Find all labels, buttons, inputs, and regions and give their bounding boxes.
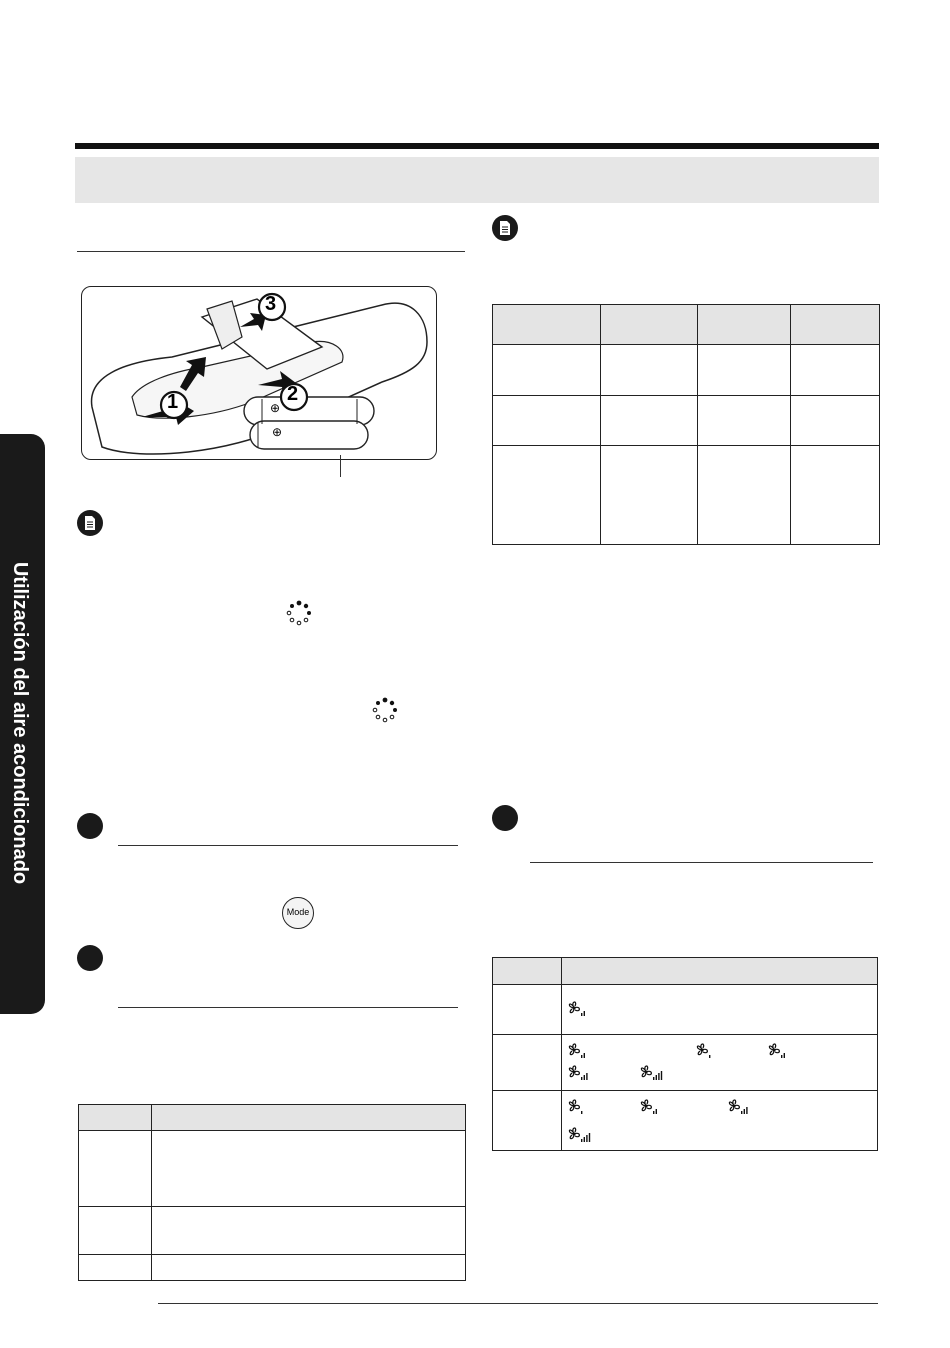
section-bullet [77,945,103,971]
table-header-cell [562,958,878,985]
table-header-cell [601,305,698,345]
step-1-label: 1 [167,391,179,413]
fan-speed-icon [566,1063,592,1083]
table-header-cell [493,305,601,345]
fan-speed-icon [694,1041,720,1061]
section-bullet [492,805,518,831]
loading-dots-icon [286,600,312,626]
remote-control-drawing [82,287,436,459]
subsection-rule [118,1007,458,1008]
table-row [493,446,880,545]
table-row [493,345,880,396]
fan-speed-icon [638,1097,664,1117]
table-row [493,1091,878,1151]
right-top-table [492,304,880,545]
fan-speed-icon [566,999,592,1019]
loading-dots-icon [372,697,398,723]
note-icon [492,215,518,241]
table-header-cell [152,1105,466,1131]
fan-speed-icon [566,1097,592,1117]
subsection-rule [530,862,873,863]
side-tab-label: Utilización del aire acondicionado [9,561,31,885]
table-header-cell [698,305,791,345]
footer-rule [158,1303,878,1304]
section-title-band [75,157,879,203]
battery-callout-line [340,455,341,477]
battery-install-illustration [81,286,437,460]
fan-speed-icon [566,1041,592,1061]
note-icon [77,510,103,536]
table-header-cell [791,305,880,345]
header-rule [75,143,879,149]
table-row [493,396,880,446]
mode-button[interactable]: Mode [282,897,314,929]
left-section-rule [77,251,465,252]
fan-speed-icon [766,1041,792,1061]
step-2-label: 2 [287,383,299,405]
section-bullet [77,813,103,839]
table-row [79,1255,466,1281]
fan-speed-icon [726,1097,752,1117]
table-header-cell [79,1105,152,1131]
fan-icon-cell [562,985,877,993]
battery-plus-mark: ⊕ [270,401,281,415]
table-row [493,985,878,1035]
fan-icon-cell [562,1035,877,1043]
battery-plus-mark: ⊕ [272,425,283,439]
fan-speed-table [492,957,878,1151]
left-mode-table [78,1104,466,1281]
table-row [493,1035,878,1091]
step-3-label: 3 [265,293,277,315]
fan-speed-icon [638,1063,664,1083]
fan-speed-icon [566,1125,592,1145]
table-row [79,1131,466,1207]
table-header-cell [493,958,562,985]
fan-icon-cell [562,1091,877,1099]
table-row [79,1207,466,1255]
subsection-rule [118,845,458,846]
